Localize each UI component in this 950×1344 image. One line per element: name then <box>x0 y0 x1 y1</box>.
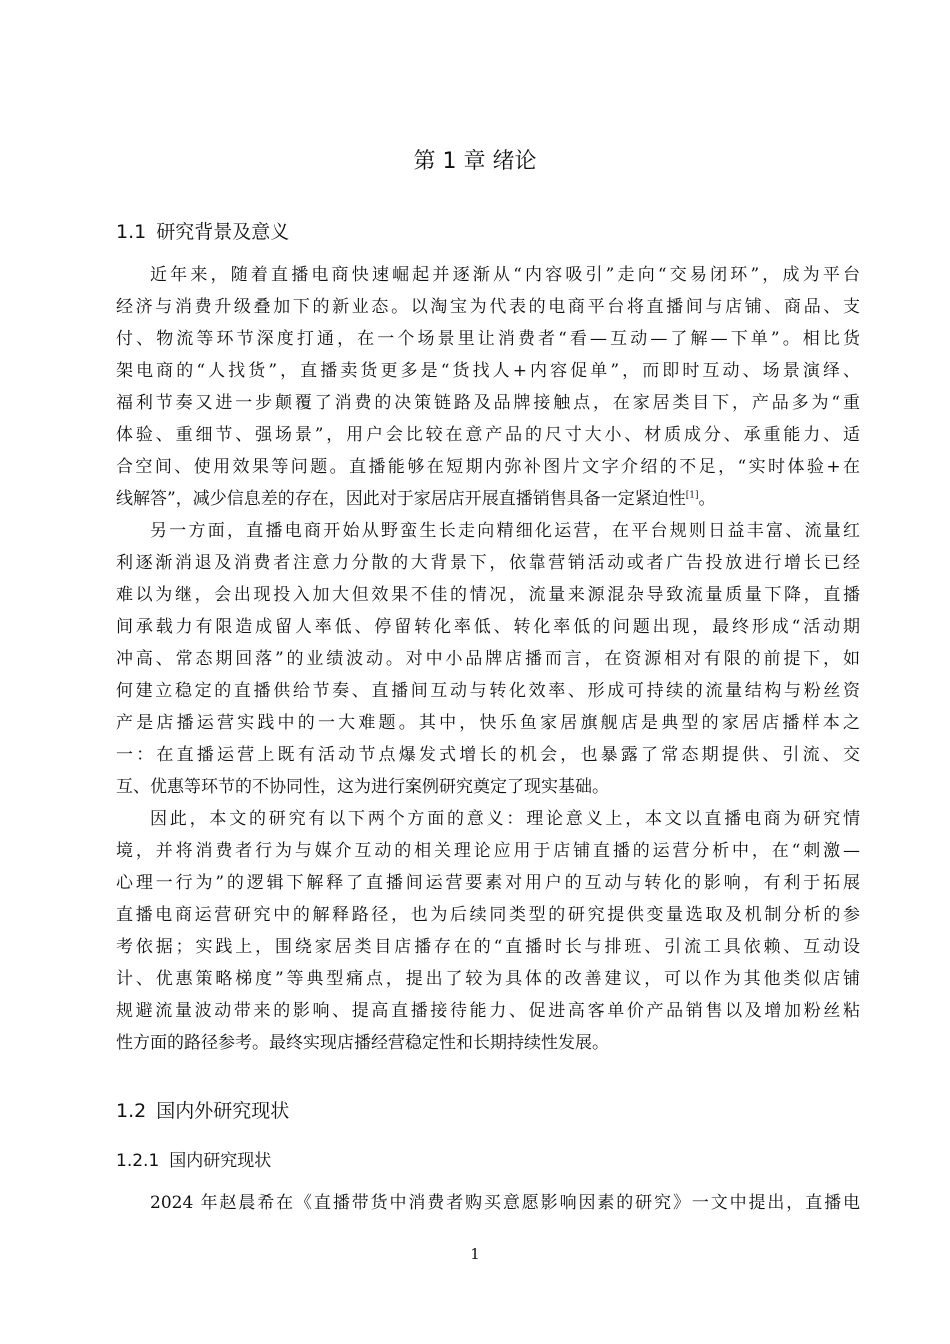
citation-marker: [1] <box>685 490 699 501</box>
subsection-number: 1.2.1 <box>116 1151 160 1171</box>
paragraph-line: 境，并将消费者行为与媒介互动的相关理论应用于店铺直播的运营分析中，在“刺激— <box>116 841 860 861</box>
paragraph-line: 间承载力有限造成留人率低、停留转化率低、转化率低的问题出现，最终形成“活动期 <box>116 617 860 637</box>
paragraph-line: 架电商的“人找货”，直播卖货更多是“货找人+内容促单”，而即时互动、场景演绎、 <box>116 361 860 381</box>
section-heading-1-1 <box>116 218 289 246</box>
paragraph-line: 近年来，随着直播电商快速崛起并逐渐从“内容吸引”走向“交易闭环”，成为平台 <box>150 265 860 285</box>
paragraph-significance <box>116 803 860 1059</box>
subsection-title: 国内研究现状 <box>169 1151 272 1171</box>
paragraph-line: 合空间、使用效果等问题。直播能够在短期内弥补图片文字介绍的不足，“实时体验+在 <box>116 457 860 477</box>
paragraph-line: 考依据；实践上，围绕家居类目店播存在的“直播时长与排班、引流工具依赖、互动设 <box>116 937 860 957</box>
paragraph-background <box>116 259 860 515</box>
paragraph-line: 经济与消费升级叠加下的新业态。以淘宝为代表的电商平台将直播间与店铺、商品、支 <box>116 297 860 317</box>
paragraph-line-text: 线解答”，减少信息差的存在，因此对于家居店开展直播销售具备一定紧迫性 <box>116 489 686 509</box>
paragraph-line: 福利节奏又进一步颠覆了消费的决策链路及品牌接触点，在家居类目下，产品多为“重 <box>116 393 860 413</box>
paragraph-line: 体验、重细节、强场景”，用户会比较在意产品的尺寸大小、材质成分、承重能力、适 <box>116 425 860 445</box>
paragraph-line: 因此，本文的研究有以下两个方面的意义：理论意义上，本文以直播电商为研究情 <box>150 809 860 829</box>
page-number: 1 <box>470 1245 480 1263</box>
paragraph-line: 利逐渐消退及消费者注意力分散的大背景下，依靠营销活动或者广告投放进行增长已经 <box>116 553 860 573</box>
paragraph-line: 难以为继，会出现投入加大但效果不佳的情况，流量来源混杂导致流量质量下降，直播 <box>116 585 860 605</box>
paragraph-line: 性方面的路径参考。最终实现店播经营稳定性和长期持续性发展。 <box>116 1033 609 1053</box>
section-number: 1.1 <box>116 221 147 243</box>
paragraph-line: 互、优惠等环节的不协同性，这为进行案例研究奠定了现实基础。 <box>116 777 609 797</box>
paragraph-domestic-research <box>116 1187 860 1219</box>
paragraph-line: 规避流量波动带来的影响、提高直播接待能力、促进高客单价产品销售以及增加粉丝粘 <box>116 1001 860 1021</box>
subsection-heading-1-2-1 <box>116 1148 271 1174</box>
paragraph-line-with-citation <box>116 483 860 515</box>
paragraph-line: 冲高、常态期回落”的业绩波动。对中小品牌店播而言，在资源相对有限的前提下，如 <box>116 649 860 669</box>
paragraph-line: 2024 年赵晨希在《直播带货中消费者购买意愿影响因素的研究》一文中提出，直播电 <box>150 1193 860 1213</box>
paragraph-context <box>116 515 860 803</box>
paragraph-line: 产是店播运营实践中的一大难题。其中，快乐鱼家居旗舰店是典型的家居店播样本之 <box>116 713 860 733</box>
section-title: 研究背景及意义 <box>156 221 290 243</box>
paragraph-line: 另一方面，直播电商开始从野蛮生长走向精细化运营，在平台规则日益丰富、流量红 <box>150 521 860 541</box>
section-heading-1-2 <box>116 1097 289 1125</box>
paragraph-line: 一：在直播运营上既有活动节点爆发式增长的机会，也暴露了常态期提供、引流、交 <box>116 745 860 765</box>
paragraph-line: 心理一行为”的逻辑下解释了直播间运营要素对用户的互动与转化的影响，有利于拓展 <box>116 873 860 893</box>
chapter-title: 第 1 章 绪论 <box>413 149 537 174</box>
paragraph-line: 计、优惠策略梯度”等典型痛点，提出了较为具体的改善建议，可以作为其他类似店铺 <box>116 969 860 989</box>
section-title: 国内外研究现状 <box>156 1100 290 1122</box>
paragraph-line: 付、物流等环节深度打通，在一个场景里让消费者“看—互动—了解—下单”。相比货 <box>116 329 860 349</box>
paragraph-line: 直播电商运营研究中的解释路径，也为后续同类型的研究提供变量选取及机制分析的参 <box>116 905 860 925</box>
paragraph-line: 何建立稳定的直播供给节奏、直播间互动与转化效率、形成可持续的流量结构与粉丝资 <box>116 681 860 701</box>
section-number: 1.2 <box>116 1100 147 1122</box>
paragraph-line-end: 。 <box>698 489 716 509</box>
